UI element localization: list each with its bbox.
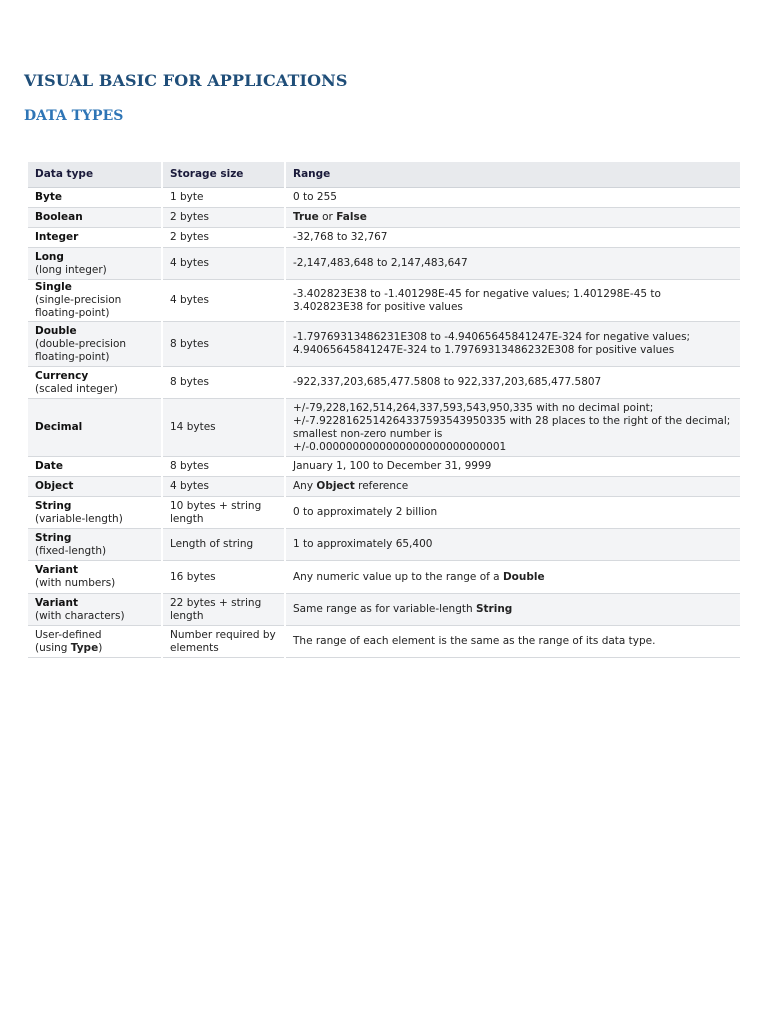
table-row — [28, 188, 740, 208]
type-subtitle: (variable-length) — [35, 512, 123, 525]
header-range: Range — [285, 162, 740, 188]
cell-data-type — [28, 248, 162, 280]
type-subtitle: (fixed-length) — [35, 544, 107, 557]
cell-data-type — [28, 322, 162, 367]
type-name: String — [35, 499, 72, 512]
type-subtitle: (double-precision floating-point) — [35, 337, 127, 363]
type-subtitle: ) — [98, 641, 103, 654]
cell-data-type — [28, 594, 162, 626]
cell-storage-size: 16 bytes — [162, 561, 285, 594]
type-name: User-defined — [35, 628, 102, 641]
cell-range — [285, 208, 740, 228]
type-name: Variant — [35, 596, 78, 609]
section-heading: DATA TYPES — [24, 108, 124, 124]
table-row — [28, 529, 740, 561]
cell-data-type — [28, 399, 162, 457]
table-row — [28, 561, 740, 594]
cell-data-type — [28, 561, 162, 594]
table-row — [28, 322, 740, 367]
data-types-table-container — [28, 162, 740, 658]
cell-storage-size: 10 bytes + string length — [162, 497, 285, 529]
cell-data-type — [28, 457, 162, 477]
cell-storage-size: 8 bytes — [162, 457, 285, 477]
cell-data-type — [28, 228, 162, 248]
type-subtitle: (single-precision floating-point) — [35, 294, 122, 319]
type-name: Object — [35, 480, 74, 492]
type-name: Boolean — [35, 211, 83, 223]
cell-range: -1.79769313486231E308 to -4.94065645841247E-324 for negative values; 4.94065645841247E-324 to 1.79769313486232E308 for positive values — [285, 322, 740, 367]
type-name: Decimal — [35, 421, 83, 433]
range-line: +/-79,228,162,514,264,337,593,543,950,335 with no decimal point; — [293, 401, 654, 414]
cell-storage-size: 4 bytes — [162, 280, 285, 322]
range-text: Any numeric value up to the range of a — [293, 570, 503, 583]
cell-storage-size: 4 bytes — [162, 248, 285, 280]
type-name: String — [35, 531, 72, 544]
cell-storage-size: Number required by elements — [162, 626, 285, 658]
header-storage-size: Storage size — [162, 162, 285, 188]
range-keyword: String — [475, 603, 513, 615]
type-name: Byte — [35, 191, 62, 203]
cell-storage-size: 1 byte — [162, 188, 285, 208]
cell-storage-size: 2 bytes — [162, 208, 285, 228]
table-row — [28, 280, 740, 322]
cell-data-type — [28, 280, 162, 322]
type-name: Integer — [35, 231, 79, 243]
cell-range: 1 to approximately 65,400 — [285, 529, 740, 561]
table-row — [28, 208, 740, 228]
range-text: Any — [293, 480, 317, 492]
range-text: Same range as for variable-length — [293, 603, 476, 615]
cell-range: -2,147,483,648 to 2,147,483,647 — [285, 248, 740, 280]
type-keyword: Type — [70, 641, 99, 654]
table-row — [28, 248, 740, 280]
cell-storage-size: 2 bytes — [162, 228, 285, 248]
cell-range: 0 to approximately 2 billion — [285, 497, 740, 529]
cell-data-type — [28, 188, 162, 208]
type-subtitle: (scaled integer) — [35, 382, 118, 395]
type-name: Double — [35, 324, 77, 337]
type-name: Long — [35, 250, 64, 263]
type-subtitle: (using — [35, 641, 71, 654]
cell-storage-size: 8 bytes — [162, 367, 285, 399]
cell-range — [285, 594, 740, 626]
cell-range: 0 to 255 — [285, 188, 740, 208]
table-row — [28, 457, 740, 477]
cell-range: -3.402823E38 to -1.401298E-45 for negative values; 1.401298E-45 to 3.402823E38 for positive values — [285, 280, 740, 322]
document-title: VISUAL BASIC FOR APPLICATIONS — [24, 71, 348, 90]
range-line: +/-7.9228162514264337593543950335 with 28 places to the right of the decimal; smallest non-zero number is — [293, 414, 731, 440]
cell-data-type — [28, 529, 162, 561]
cell-storage-size: 22 bytes + string length — [162, 594, 285, 626]
cell-data-type — [28, 497, 162, 529]
table-row — [28, 497, 740, 529]
range-keyword: Double — [502, 570, 545, 583]
type-name: Currency — [35, 369, 89, 382]
cell-storage-size: Length of string — [162, 529, 285, 561]
range-keyword: False — [336, 211, 367, 223]
header-data-type: Data type — [28, 162, 162, 188]
data-types-table — [28, 162, 740, 658]
cell-data-type — [28, 208, 162, 228]
cell-data-type — [28, 477, 162, 497]
range-line: +/-0.0000000000000000000000000001 — [293, 440, 507, 453]
range-text: reference — [354, 480, 409, 492]
cell-range: January 1, 100 to December 31, 9999 — [285, 457, 740, 477]
range-keyword: Object — [316, 480, 355, 492]
type-subtitle: (with numbers) — [35, 577, 116, 589]
cell-storage-size: 14 bytes — [162, 399, 285, 457]
range-keyword: True — [293, 211, 319, 223]
cell-range: -922,337,203,685,477.5808 to 922,337,203,685,477.5807 — [285, 367, 740, 399]
type-name: Date — [35, 460, 63, 472]
type-subtitle: (long integer) — [35, 263, 107, 276]
cell-storage-size: 4 bytes — [162, 477, 285, 497]
cell-range — [285, 399, 740, 457]
table-row — [28, 626, 740, 658]
cell-data-type — [28, 626, 162, 658]
table-row — [28, 477, 740, 497]
range-text: or — [318, 211, 337, 223]
table-header-row — [28, 162, 740, 188]
table-row — [28, 228, 740, 248]
type-name: Single — [35, 281, 72, 293]
type-subtitle: (with characters) — [35, 609, 125, 622]
cell-data-type — [28, 367, 162, 399]
table-row — [28, 367, 740, 399]
cell-storage-size: 8 bytes — [162, 322, 285, 367]
type-name: Variant — [35, 564, 78, 576]
table-row — [28, 594, 740, 626]
cell-range: The range of each element is the same as the range of its data type. — [285, 626, 740, 658]
table-row — [28, 399, 740, 457]
cell-range — [285, 477, 740, 497]
cell-range — [285, 561, 740, 594]
cell-range: -32,768 to 32,767 — [285, 228, 740, 248]
